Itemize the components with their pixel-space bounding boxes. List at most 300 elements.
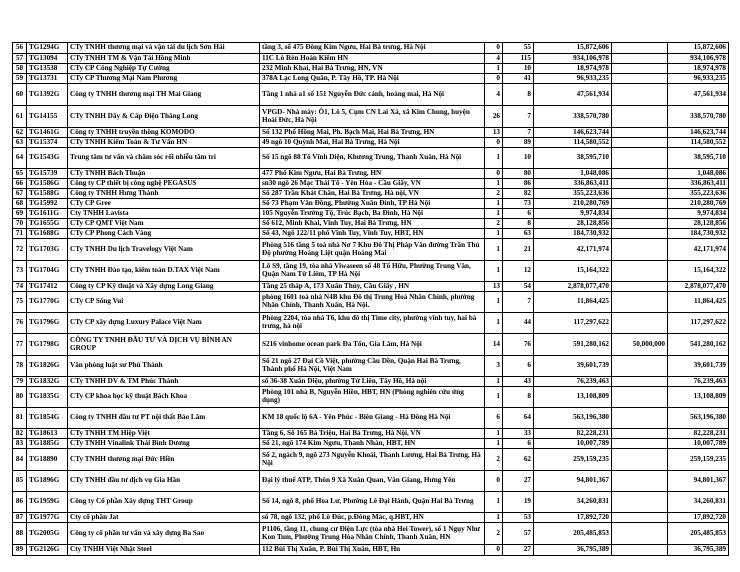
company-name-cell: CTy CP xây dựng Luxury Palace Việt Nam xyxy=(68,313,260,334)
deduction-cell xyxy=(612,189,668,199)
address-cell: 378A Lạc Long Quân, P. Tây Hồ, TP. Hà Nội xyxy=(260,74,485,84)
customer-code-cell: TG2126G xyxy=(27,545,68,556)
count-a-cell: 0 xyxy=(485,169,503,179)
table-row xyxy=(13,513,729,523)
table-row xyxy=(13,292,729,313)
count-b-cell: 19 xyxy=(503,492,534,513)
customer-code-cell: TG13731 xyxy=(27,74,68,84)
total-cell: 9,974,834 xyxy=(668,209,729,219)
address-cell: Tầng 6, Số 165 Bà Triệu, Hai Bà Trưng, Hà Nội, VN xyxy=(260,429,485,439)
deduction-cell xyxy=(612,387,668,408)
company-name-cell: CTy TNHH Đào tạo, kiểm toán D.TAX Việt Nam xyxy=(68,261,260,282)
deduction-cell xyxy=(612,209,668,219)
row-number-cell: 65 xyxy=(13,169,27,179)
company-name-cell: CTy CP Sông Vui xyxy=(68,292,260,313)
table-row xyxy=(13,138,729,148)
amount-cell: 10,007,789 xyxy=(534,439,612,449)
total-cell: 338,570,780 xyxy=(668,106,729,128)
count-b-cell: 115 xyxy=(503,54,534,64)
amount-cell: 94,801,367 xyxy=(534,471,612,492)
deduction-cell xyxy=(612,239,668,261)
customer-code-cell: TG1611G xyxy=(27,209,68,219)
count-a-cell: 1 xyxy=(485,229,503,239)
deduction-cell xyxy=(612,449,668,471)
customer-code-cell: TG1832G xyxy=(27,377,68,387)
row-number-cell: 62 xyxy=(13,128,27,138)
row-number-cell: 60 xyxy=(13,84,27,106)
company-name-cell: CTy CP Phong Cách Vàng xyxy=(68,229,260,239)
count-a-cell: 1 xyxy=(485,64,503,74)
deduction-cell xyxy=(612,429,668,439)
count-b-cell: 80 xyxy=(503,169,534,179)
company-name-cell: CTy CP khoa học kỹ thuật Bách Khoa xyxy=(68,387,260,408)
count-a-cell: 1 xyxy=(485,292,503,313)
table-row xyxy=(13,229,729,239)
address-cell: Lô S9, tầng 19, tòa nhà Viwaseen số 48 Tố Hữu, Phường Trung Văn, Quận Nam Từ Liêm, TP Hà Nội xyxy=(260,261,485,282)
customer-code-cell: TG1461G xyxy=(27,128,68,138)
customer-code-cell: TG1703G xyxy=(27,239,68,261)
address-cell: VPGD- Nhà máy: Ô1, Lô 5, Cụm CN Lai Xá, xã Kim Chung, huyện Hoài Đức, Hà Nội xyxy=(260,106,485,128)
count-b-cell: 43 xyxy=(503,377,534,387)
amount-cell: 34,260,831 xyxy=(534,492,612,513)
table-row xyxy=(13,128,729,138)
customer-code-cell: TG1392G xyxy=(27,84,68,106)
company-name-cell: CTy CP Gree xyxy=(68,199,260,209)
total-cell: 259,159,235 xyxy=(668,449,729,471)
deduction-cell xyxy=(612,377,668,387)
row-number-cell: 89 xyxy=(13,545,27,556)
table-row xyxy=(13,43,729,54)
row-number-cell: 72 xyxy=(13,239,27,261)
total-cell: 2,878,077,470 xyxy=(668,282,729,292)
address-cell: số 36-38 Xuân Diệu, phường Tứ Liên, Tây Hồ, Hà nội xyxy=(260,377,485,387)
table-row xyxy=(13,199,729,209)
customer-code-cell: TG1826G xyxy=(27,356,68,377)
deduction-cell: 50,000,000 xyxy=(612,334,668,356)
company-name-cell: CÔNG TY TNHH ĐẦU TƯ VÀ DỊCH VỤ BÌNH AN GROUP xyxy=(68,334,260,356)
company-name-cell: CTy TNHH DV & TM Phúc Thành xyxy=(68,377,260,387)
table-row xyxy=(13,449,729,471)
table-row xyxy=(13,429,729,439)
company-name-cell: CTy TNHH Kiểm Toán & Tư Vấn HN xyxy=(68,138,260,148)
table-row xyxy=(13,334,729,356)
count-a-cell: 4 xyxy=(485,54,503,64)
address-cell: Số 15 ngõ 88 Tô Vĩnh Diện, Khương Trung, Thanh Xuân, Hà Nội xyxy=(260,148,485,169)
company-name-cell: Công ty CP thiết bị công nghệ PEGASUS xyxy=(68,179,260,189)
count-a-cell: 1 xyxy=(485,148,503,169)
amount-cell: 259,159,235 xyxy=(534,449,612,471)
company-name-cell: CTy TNHH Dây & Cáp Điện Thăng Long xyxy=(68,106,260,128)
table-row xyxy=(13,179,729,189)
table-row xyxy=(13,261,729,282)
count-b-cell: 12 xyxy=(503,261,534,282)
row-number-cell: 88 xyxy=(13,523,27,545)
customer-code-cell: TG15374 xyxy=(27,138,68,148)
address-cell: Số 612, Minh Khai, Vĩnh Tuy, Hai Bà Trưng, HN xyxy=(260,219,485,229)
address-cell: Phòng 516 tầng 5 toà nhà Nơ 7 Khu Đô Thị Pháp Vân đường Trần Thủ Độ phường Hoàng Liệt quận Hoàng Mai xyxy=(260,239,485,261)
company-name-cell: CTy TNHH TM & Vận Tải Hồng Minh xyxy=(68,54,260,64)
total-cell: 17,892,720 xyxy=(668,513,729,523)
amount-cell: 13,108,809 xyxy=(534,387,612,408)
count-a-cell: 1 xyxy=(485,239,503,261)
company-name-cell: Cty cổ phần Jat xyxy=(68,513,260,523)
table-row xyxy=(13,471,729,492)
table-row xyxy=(13,239,729,261)
table-row xyxy=(13,169,729,179)
customer-code-cell: TG17412 xyxy=(27,282,68,292)
company-name-cell: Công ty TNHH đầu tư PT nội thất Bảo Lâm xyxy=(68,408,260,429)
count-b-cell: 86 xyxy=(503,179,534,189)
count-a-cell: 2 xyxy=(485,219,503,229)
address-cell: Số 132 Phố Hồng Mai, Ph. Bạch Mai, Hai Bà Trưng, HN xyxy=(260,128,485,138)
table-row xyxy=(13,54,729,64)
customer-code-cell: TG1854G xyxy=(27,408,68,429)
company-name-cell: CTy TNHH đầu tư dịch vụ Gia Hân xyxy=(68,471,260,492)
deduction-cell xyxy=(612,292,668,313)
company-name-cell: CTy CP Thương Mại Nam Phương xyxy=(68,74,260,84)
row-number-cell: 70 xyxy=(13,219,27,229)
customer-code-cell: TG1885G xyxy=(27,439,68,449)
count-b-cell: 6 xyxy=(503,439,534,449)
company-name-cell: Văn phòng luật sư Phú Thành xyxy=(68,356,260,377)
address-cell: Phòng 101 nhà B, Nguyễn Hiền, HBT, HN (Phòng nghiên cứu ứng dụng) xyxy=(260,387,485,408)
address-cell: Số 287 Trần Khát Chân, Hai Bà Trưng, Hà nội, VN xyxy=(260,189,485,199)
row-number-cell: 79 xyxy=(13,377,27,387)
count-a-cell: 1 xyxy=(485,439,503,449)
row-number-cell: 66 xyxy=(13,179,27,189)
amount-cell: 1,048,086 xyxy=(534,169,612,179)
customer-code-cell: TG2005G xyxy=(27,523,68,545)
table-row xyxy=(13,84,729,106)
count-a-cell: 1 xyxy=(485,377,503,387)
customer-code-cell: TG1959G xyxy=(27,492,68,513)
deduction-cell xyxy=(612,128,668,138)
count-b-cell: 57 xyxy=(503,523,534,545)
address-cell: Số 73 Phạm Văn Đồng, Phường Xuân Đỉnh, TP Hà Nội xyxy=(260,199,485,209)
count-b-cell: 6 xyxy=(503,209,534,219)
count-b-cell: 10 xyxy=(503,148,534,169)
amount-cell: 38,595,710 xyxy=(534,148,612,169)
address-cell: P1106, tầng 11, chung cư Điện Lực (tòa nhà Hei Tower), số 1 Ngụy Như Kon Tum, Phường Trung Hòa Nhân Chính, Thanh Xuân, HN xyxy=(260,523,485,545)
company-name-cell: CTy TNHH Du lịch Travelogy Việt Nam xyxy=(68,239,260,261)
row-number-cell: 67 xyxy=(13,189,27,199)
customer-code-cell: TG1796G xyxy=(27,313,68,334)
total-cell: 934,106,978 xyxy=(668,54,729,64)
amount-cell: 146,623,744 xyxy=(534,128,612,138)
customer-code-cell: TG1588G xyxy=(27,189,68,199)
count-a-cell: 6 xyxy=(485,408,503,429)
company-name-cell: Công ty TNHH Hưng Thành xyxy=(68,189,260,199)
table-row xyxy=(13,313,729,334)
table-body xyxy=(13,43,729,556)
count-a-cell: 1 xyxy=(485,387,503,408)
amount-cell: 47,561,934 xyxy=(534,84,612,106)
row-number-cell: 74 xyxy=(13,282,27,292)
amount-cell: 210,280,769 xyxy=(534,199,612,209)
deduction-cell xyxy=(612,74,668,84)
address-cell: 49 ngõ 10 Quỳnh Mai, Hai Bà Trưng, Hà Nội xyxy=(260,138,485,148)
amount-cell: 2,878,077,470 xyxy=(534,282,612,292)
table-row xyxy=(13,408,729,429)
deduction-cell xyxy=(612,492,668,513)
count-b-cell: 7 xyxy=(503,128,534,138)
customer-code-cell: TG18890 xyxy=(27,449,68,471)
address-cell: Phòng 2204, tòa nhà T6, khu đô thị Time city, phường vĩnh tuy, hai bà trưng, hà nội xyxy=(260,313,485,334)
table-row xyxy=(13,377,729,387)
address-cell: sn30 ngõ 26 Mạc Thái Tổ - Yên Hòa - Cầu Giấy, VN xyxy=(260,179,485,189)
total-cell: 96,933,235 xyxy=(668,74,729,84)
data-table xyxy=(12,42,729,556)
count-a-cell: 1 xyxy=(485,513,503,523)
total-cell: 541,280,162 xyxy=(668,334,729,356)
amount-cell: 117,297,622 xyxy=(534,313,612,334)
company-name-cell: CTy TNHH Bách Thuận xyxy=(68,169,260,179)
amount-cell: 563,196,380 xyxy=(534,408,612,429)
count-b-cell: 54 xyxy=(503,282,534,292)
total-cell: 355,223,636 xyxy=(668,189,729,199)
customer-code-cell: TG1586G xyxy=(27,179,68,189)
address-cell: Số 43, Ngõ 122/11 phố Vĩnh Tuy, Vĩnh Tuy, HBT, HN xyxy=(260,229,485,239)
count-b-cell: 44 xyxy=(503,313,534,334)
count-b-cell: 8 xyxy=(503,219,534,229)
total-cell: 205,485,853 xyxy=(668,523,729,545)
table-row xyxy=(13,148,729,169)
customer-code-cell: TG1798G xyxy=(27,334,68,356)
table-row xyxy=(13,209,729,219)
total-cell: 184,730,932 xyxy=(668,229,729,239)
address-cell: Số 14, ngõ 8, phố Hoa Lư, Phường Lê Đại Hành, Quận Hai Bà Trưng xyxy=(260,492,485,513)
address-cell: phòng 1601 toà nhà N4B khu Đô thị Trung Hoà Nhân Chính, phường Nhân Chính, Thanh Xuân, Hà Nội. xyxy=(260,292,485,313)
amount-cell: 934,106,978 xyxy=(534,54,612,64)
count-a-cell: 14 xyxy=(485,334,503,356)
customer-code-cell: TG1977G xyxy=(27,513,68,523)
customer-code-cell: TG1704G xyxy=(27,261,68,282)
deduction-cell xyxy=(612,54,668,64)
company-name-cell: Trung tâm tư vấn và chăm sóc rối nhiễu tâm trí xyxy=(68,148,260,169)
total-cell: 10,007,789 xyxy=(668,439,729,449)
total-cell: 15,872,606 xyxy=(668,43,729,54)
total-cell: 39,601,739 xyxy=(668,356,729,377)
deduction-cell xyxy=(612,229,668,239)
row-number-cell: 76 xyxy=(13,313,27,334)
row-number-cell: 81 xyxy=(13,408,27,429)
customer-code-cell: TG18613 xyxy=(27,429,68,439)
total-cell: 117,297,622 xyxy=(668,313,729,334)
count-b-cell: 55 xyxy=(503,43,534,54)
amount-cell: 42,171,974 xyxy=(534,239,612,261)
total-cell: 15,164,322 xyxy=(668,261,729,282)
count-b-cell: 62 xyxy=(503,449,534,471)
deduction-cell xyxy=(612,43,668,54)
table-row xyxy=(13,387,729,408)
customer-code-cell: TG15739 xyxy=(27,169,68,179)
count-a-cell: 0 xyxy=(485,138,503,148)
customer-code-cell: TG13538 xyxy=(27,64,68,74)
company-name-cell: CTy TNHH Vinalink Thái Bình Dương xyxy=(68,439,260,449)
row-number-cell: 64 xyxy=(13,148,27,169)
table-row xyxy=(13,523,729,545)
count-b-cell: 21 xyxy=(503,239,534,261)
deduction-cell xyxy=(612,356,668,377)
customer-code-cell: TG1896G xyxy=(27,471,68,492)
amount-cell: 9,974,834 xyxy=(534,209,612,219)
count-b-cell: 27 xyxy=(503,545,534,556)
count-a-cell: 0 xyxy=(485,43,503,54)
company-name-cell: Công ty TNHH truyền thông KOMODO xyxy=(68,128,260,138)
row-number-cell: 85 xyxy=(13,471,27,492)
count-a-cell: 1 xyxy=(485,261,503,282)
deduction-cell xyxy=(612,148,668,169)
address-cell: KM 18 quốc lộ 6A - Yên Phúc - Biên Giang - Hà Đông Hà Nội xyxy=(260,408,485,429)
customer-code-cell: TG1543G xyxy=(27,148,68,169)
amount-cell: 28,128,856 xyxy=(534,219,612,229)
count-a-cell: 2 xyxy=(485,523,503,545)
count-a-cell: 1 xyxy=(485,313,503,334)
total-cell: 82,228,231 xyxy=(668,429,729,439)
amount-cell: 39,601,739 xyxy=(534,356,612,377)
amount-cell: 15,872,606 xyxy=(534,43,612,54)
count-a-cell: 26 xyxy=(485,106,503,128)
company-name-cell: Công ty CP Kỹ thuật và Xây dựng Long Giang xyxy=(68,282,260,292)
total-cell: 210,280,769 xyxy=(668,199,729,209)
deduction-cell xyxy=(612,523,668,545)
amount-cell: 76,239,463 xyxy=(534,377,612,387)
count-b-cell: 10 xyxy=(503,64,534,74)
total-cell: 36,795,389 xyxy=(668,545,729,556)
amount-cell: 184,730,932 xyxy=(534,229,612,239)
row-number-cell: 80 xyxy=(13,387,27,408)
deduction-cell xyxy=(612,169,668,179)
address-cell: Tầng 1 nhà a1 số 151 Nguyễn Đức cảnh, hoàng mai, Hà Nội xyxy=(260,84,485,106)
amount-cell: 36,795,389 xyxy=(534,545,612,556)
total-cell: 11,864,425 xyxy=(668,292,729,313)
table-row xyxy=(13,356,729,377)
deduction-cell xyxy=(612,408,668,429)
count-b-cell: 89 xyxy=(503,138,534,148)
customer-code-cell: TG1688G xyxy=(27,229,68,239)
row-number-cell: 57 xyxy=(13,54,27,64)
address-cell: tầng 3, số 475 Đông Kim Ngưu, Hai Bà trưng, Hà Nội xyxy=(260,43,485,54)
table-row xyxy=(13,189,729,199)
address-cell: 477 Phố Kim Ngưu, Hai Bà Trưng, HN xyxy=(260,169,485,179)
customer-code-cell: TG15992 xyxy=(27,199,68,209)
count-b-cell: 6 xyxy=(503,356,534,377)
deduction-cell xyxy=(612,138,668,148)
row-number-cell: 82 xyxy=(13,429,27,439)
table-row xyxy=(13,74,729,84)
deduction-cell xyxy=(612,261,668,282)
row-number-cell: 69 xyxy=(13,209,27,219)
customer-code-cell: TG1835G xyxy=(27,387,68,408)
address-cell: 232 Minh Khai, Hai Bà Trưng, HN, VN xyxy=(260,64,485,74)
deduction-cell xyxy=(612,545,668,556)
amount-cell: 96,933,235 xyxy=(534,74,612,84)
table-row xyxy=(13,492,729,513)
count-b-cell: 53 xyxy=(503,513,534,523)
deduction-cell xyxy=(612,439,668,449)
company-name-cell: CTy CP Công Nghiệp Tự Cường xyxy=(68,64,260,74)
deduction-cell xyxy=(612,471,668,492)
count-b-cell: 33 xyxy=(503,429,534,439)
amount-cell: 11,864,425 xyxy=(534,292,612,313)
address-cell: số 78, ngõ 132, phố Lò Đúc, p.Đông Mác, q.HBT, HN xyxy=(260,513,485,523)
count-b-cell: 8 xyxy=(503,84,534,106)
row-number-cell: 68 xyxy=(13,199,27,209)
total-cell: 42,171,974 xyxy=(668,239,729,261)
deduction-cell xyxy=(612,282,668,292)
count-a-cell: 1 xyxy=(485,429,503,439)
company-name-cell: Công ty Cổ phần Xây dựng THT Group xyxy=(68,492,260,513)
customer-code-cell: TG1655G xyxy=(27,219,68,229)
row-number-cell: 87 xyxy=(13,513,27,523)
table-row xyxy=(13,439,729,449)
address-cell: 11C Lò Rèn Hoàn Kiếm HN xyxy=(260,54,485,64)
deduction-cell xyxy=(612,219,668,229)
row-number-cell: 71 xyxy=(13,229,27,239)
address-cell: Số 21, ngõ 174 Kim Ngưu, Thanh Nhàn, HBT, HN xyxy=(260,439,485,449)
company-name-cell: CTy CP QMT Việt Nam xyxy=(68,219,260,229)
amount-cell: 18,974,978 xyxy=(534,64,612,74)
customer-code-cell: TG13094 xyxy=(27,54,68,64)
customer-code-cell: TG14155 xyxy=(27,106,68,128)
row-number-cell: 63 xyxy=(13,138,27,148)
address-cell: 105 Nguyễn Trường Tộ, Trúc Bạch, Ba Đình, Hà Nội xyxy=(260,209,485,219)
customer-code-cell: TG1294G xyxy=(27,43,68,54)
count-b-cell: 7 xyxy=(503,106,534,128)
deduction-cell xyxy=(612,179,668,189)
count-a-cell: 0 xyxy=(485,471,503,492)
count-b-cell: 27 xyxy=(503,471,534,492)
address-cell: Số 21 ngõ 27 Đại Cồ Việt, phường Cầu Dền, Quận Hai Bà Trưng, Thành phố Hà Nội, Việt Nam xyxy=(260,356,485,377)
address-cell: Tầng 25 tháp A, 173 Xuân Thủy, Cầu Giấy , HN xyxy=(260,282,485,292)
count-b-cell: 7 xyxy=(503,292,534,313)
amount-cell: 205,485,853 xyxy=(534,523,612,545)
address-cell: Số 2, ngách 9, ngõ 273 Nguyễn Khoái, Thanh Lương, Hai Bà Trưng, Hà Nội xyxy=(260,449,485,471)
deduction-cell xyxy=(612,199,668,209)
amount-cell: 336,863,411 xyxy=(534,179,612,189)
company-name-cell: CTy TNHH thương mại Đức Hiền xyxy=(68,449,260,471)
table-row xyxy=(13,64,729,74)
count-a-cell: 2 xyxy=(485,449,503,471)
row-number-cell: 56 xyxy=(13,43,27,54)
row-number-cell: 77 xyxy=(13,334,27,356)
row-number-cell: 58 xyxy=(13,64,27,74)
count-a-cell: 1 xyxy=(485,209,503,219)
deduction-cell xyxy=(612,513,668,523)
company-name-cell: Cty TNHH Việt Nhật Steel xyxy=(68,545,260,556)
address-cell: 112 Bùi Thị Xuân, P. Bùi Thị Xuân, HBT, Hn xyxy=(260,545,485,556)
total-cell: 28,128,856 xyxy=(668,219,729,229)
count-a-cell: 4 xyxy=(485,84,503,106)
count-b-cell: 41 xyxy=(503,74,534,84)
deduction-cell xyxy=(612,106,668,128)
count-a-cell: 13 xyxy=(485,282,503,292)
amount-cell: 355,223,636 xyxy=(534,189,612,199)
total-cell: 336,863,411 xyxy=(668,179,729,189)
row-number-cell: 86 xyxy=(13,492,27,513)
table-row xyxy=(13,219,729,229)
deduction-cell xyxy=(612,84,668,106)
total-cell: 34,260,831 xyxy=(668,492,729,513)
count-a-cell: 1 xyxy=(485,199,503,209)
total-cell: 13,108,809 xyxy=(668,387,729,408)
count-a-cell: 13 xyxy=(485,128,503,138)
count-a-cell: 3 xyxy=(485,356,503,377)
count-b-cell: 73 xyxy=(503,199,534,209)
total-cell: 94,801,367 xyxy=(668,471,729,492)
amount-cell: 591,280,162 xyxy=(534,334,612,356)
amount-cell: 15,164,322 xyxy=(534,261,612,282)
